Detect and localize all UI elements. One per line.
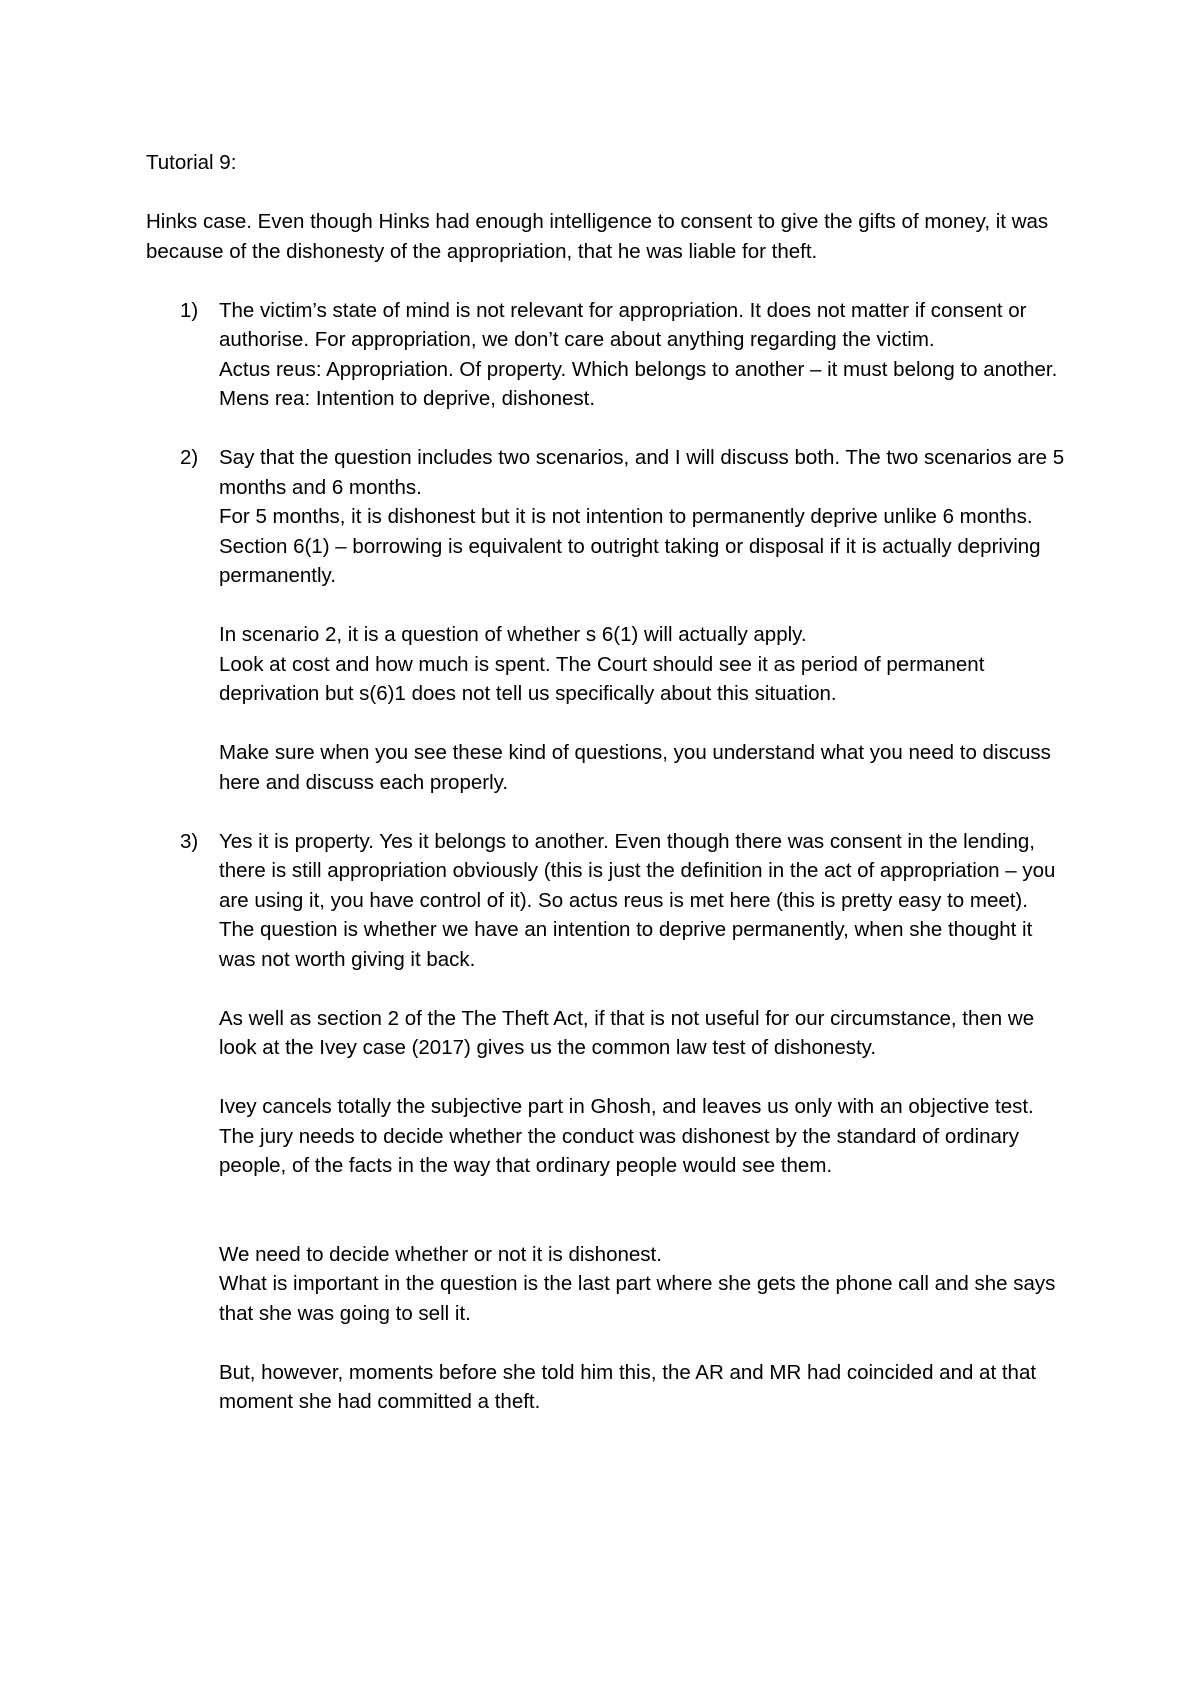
item-2-paragraph-2: For 5 months, it is dishonest but it is not intention to permanently deprive unlike 6 months. [219,505,1033,528]
list-item-number: 1) [180,298,199,322]
item-3-paragraph-4: Ivey cancels totally the subjective part in Ghosh, and leaves us only with an objective test. The jury needs to decide whether the conduct was dishonest by the standard of ordinary people, of the facts in the way that ordinary people would see them. [219,1095,1040,1177]
item-2-paragraph-1: Say that the question includes two scenarios, and I will discuss both. The two scenarios are 5 months and 6 months. [219,446,1070,499]
item-3-paragraph-5: We need to decide whether or not it is dishonest. [219,1242,662,1266]
spacer [146,797,1066,827]
item-2-paragraph-6: Make sure when you see these kind of questions, you understand what you need to discuss here and discuss each properly. [219,741,1057,794]
list-item-number: 2) [180,446,199,469]
spacer [219,1063,1066,1093]
spacer [219,709,1066,739]
item-1-paragraph-1: The victim’s state of mind is not relevant for appropriation. It does not matter if consent or authorise. For appropriation, we don’t care about anything regarding the victim. [219,298,1033,351]
item-3-paragraph-2: The question is whether we have an intention to deprive permanently, when she thought it was not worth giving it back. [219,918,1038,971]
spacer [219,974,1066,1004]
list-item-3 [146,827,1066,1417]
list-item-1 [146,296,1066,414]
spacer [219,591,1066,621]
spacer [146,414,1066,444]
item-3-paragraph-1: Yes it is property. Yes it belongs to another. Even though there was consent in the lending, there is still appropriation obviously (this is just the definition in the act of appropriation – you are using it, you have control of it). So actus reus is met here (this is pretty easy to meet). [219,829,1062,912]
item-3-paragraph-7: But, however, moments before she told him this, the AR and MR had coincided and at that moment she had committed a theft. [219,1360,1042,1413]
item-2-paragraph-5: Look at cost and how much is spent. The Court should see it as period of permanent deprivation but s(6)1 does not tell us specifically about this situation. [219,652,991,705]
spacer [219,1181,1066,1240]
spacer [219,1328,1066,1358]
list-item-number: 3) [180,829,199,853]
item-2-paragraph-3: Section 6(1) – borrowing is equivalent to outright taking or disposal if it is actually depriving permanently. [219,534,1047,587]
list-item-2 [146,443,1070,797]
item-1-paragraph-3: Mens rea: Intention to deprive, dishonest. [219,387,596,410]
intro-paragraph: Hinks case. Even though Hinks had enough intelligence to consent to give the gifts of money, it was because of the dishonesty of the appropriation, that he was liable for theft. [146,210,1049,263]
item-2-paragraph-4: In scenario 2, it is a question of whether s 6(1) will actually apply. [219,623,807,646]
item-3-paragraph-3: As well as section 2 of the The Theft Act, if that is not useful for our circumstance, then we look at the Ivey case (2017) gives us the common law test of dishonesty. [219,1006,1040,1059]
document-page [146,148,1070,1417]
item-3-paragraph-6: What is important in the question is the last part where she gets the phone call and she says that she was going to sell it. [219,1272,1062,1325]
item-1-paragraph-2: Actus reus: Appropriation. Of property. Which belongs to another – it must belong to another. [219,357,1058,381]
document-title: Tutorial 9: [146,151,237,174]
